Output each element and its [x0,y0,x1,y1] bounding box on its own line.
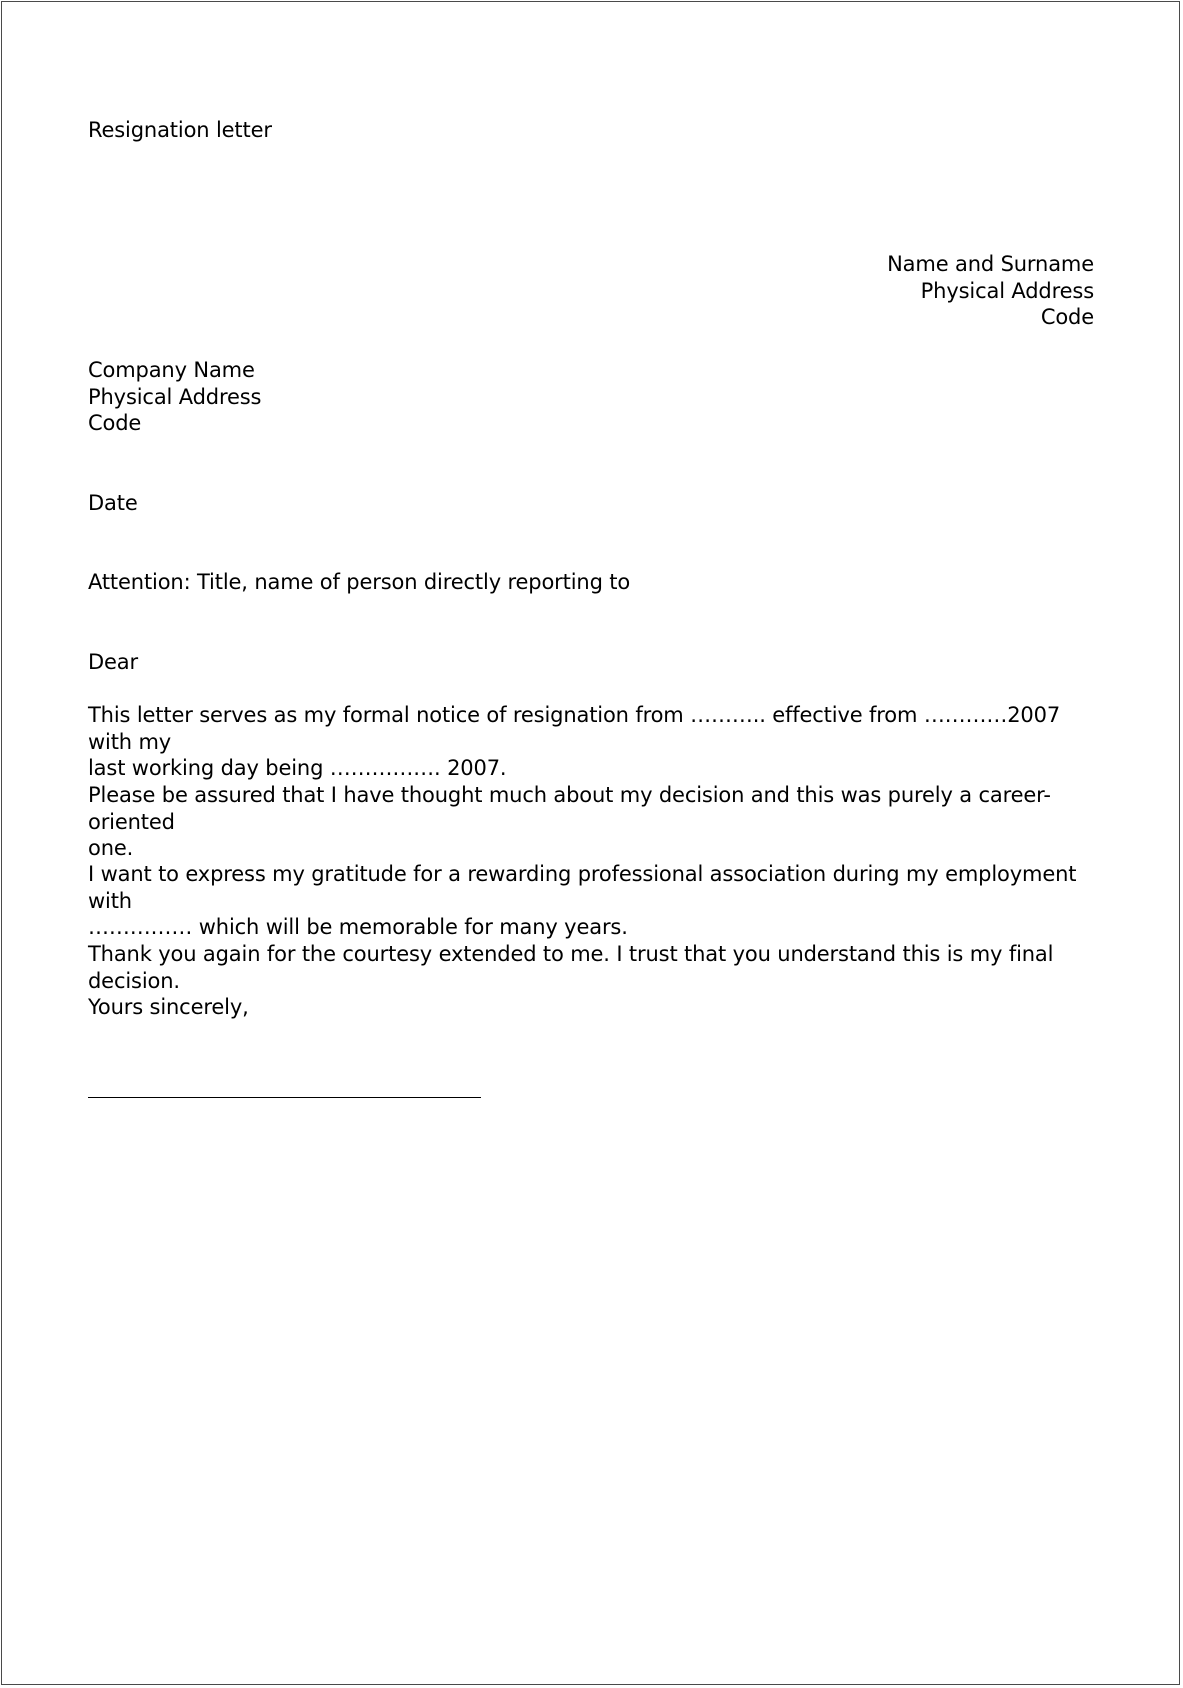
paragraph-2-line-2: one. [88,836,134,860]
paragraph-3-line-1: I want to express my gratitude for a rewarding professional association during my employment with [88,862,1077,913]
date-line: Date [88,491,138,515]
letter-heading: Resignation letter [88,118,272,142]
paragraph-2-line-1: Please be assured that I have thought much about my decision and this was purely a career-oriented [88,783,1051,834]
sender-code: Code [1040,305,1094,329]
attention-line: Attention: Title, name of person directly reporting to [88,570,631,594]
paragraph-1-line-1: This letter serves as my formal notice of resignation from ……….. effective from …………2007 with my [88,703,1061,754]
sender-name: Name and Surname [887,252,1094,276]
recipient-company: Company Name [88,358,255,382]
closing: Yours sincerely, [88,995,249,1019]
salutation: Dear [88,650,138,674]
paragraph-3-line-2: …………… which will be memorable for many years. [88,915,628,939]
recipient-code: Code [88,411,142,435]
letter-page [1,1,1180,1685]
paragraph-3 [88,861,1098,941]
sender-address-block [887,251,1094,331]
recipient-address: Physical Address [88,384,262,409]
sender-address: Physical Address [920,278,1094,303]
paragraph-1-line-2: last working day being ……………. 2007. [88,756,507,780]
paragraph-2 [88,782,1098,862]
signature-line [88,1097,481,1098]
recipient-address-block [88,357,261,437]
paragraph-4 [88,941,1098,994]
paragraph-4-line-1: Thank you again for the courtesy extended to me. I trust that you understand this is my final decision. [88,942,1054,993]
paragraph-1 [88,702,1098,782]
